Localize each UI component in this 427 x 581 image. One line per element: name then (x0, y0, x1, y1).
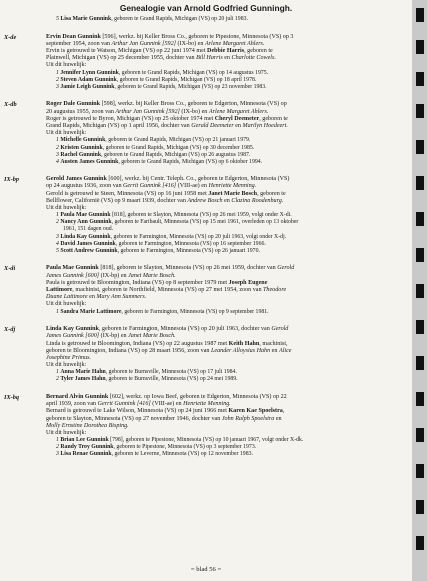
person-entry (4, 265, 406, 315)
page-header: Genealogie van Arnold Godfried Gunningh. (119, 3, 293, 13)
entry-text: en (233, 123, 243, 129)
child-name: Anna Marie Hahn (60, 369, 106, 376)
entry-text: (VIII-ae) en (176, 183, 209, 190)
child-name: Brian Lee Gunnink (60, 437, 109, 444)
entry-line (46, 355, 406, 362)
child-name: Randy Troy Gunnink (60, 444, 114, 451)
person-entry (4, 326, 406, 383)
child-item (46, 145, 406, 152)
child-item (46, 376, 406, 383)
entry-line (46, 287, 406, 294)
child-number: 5 (56, 247, 59, 254)
entry-text: Uit dit huwelijk: (46, 362, 87, 369)
binder-tab (416, 320, 424, 334)
entry-text: Uit dit huwelijk: (46, 62, 87, 69)
child-item (46, 248, 406, 255)
relative-name: Gerold (277, 265, 295, 272)
person-name: Janet Marie Bosch (208, 190, 258, 197)
relative-name: James Gunnink [600] (46, 333, 100, 340)
relative-name: Arthur Jan Gunnink [592] (115, 108, 180, 115)
entry-text: geboren te Slayton, Minnesota (VS) op 27 november 1946, dochter van (46, 415, 222, 422)
relative-name: Leander Alloysius Hahn (211, 347, 271, 354)
person-name: Bernard Alvin Gunnink (46, 394, 109, 401)
entry-line (46, 348, 406, 355)
person-name: Karen Kae Spoelstra (228, 408, 283, 415)
binder-tab (416, 212, 424, 226)
binder-tab (416, 536, 424, 550)
generation-code: X-de (4, 33, 17, 41)
entry-text: Paula is getrouwd te Bloomington, Indiana (VS) op 8 september 1979 met (46, 279, 229, 286)
relative-name: James Gunnink [600] (46, 272, 100, 279)
child-item (46, 70, 406, 77)
child-details: , geboren te Farmington, Minnesota (VS) op 20 juli 1963, volgt onder X-dj. (110, 233, 287, 240)
person-name: Gerold James Gunnink (46, 176, 107, 183)
person-name: Roger Dale Gunnink (46, 101, 101, 108)
relative-name: Gerrit Gunnink [416] (97, 401, 151, 408)
child-number: 3 (56, 83, 59, 90)
genealogy-content (4, 16, 406, 459)
binder-tab (416, 392, 424, 406)
child-name: David James Gunnink (60, 240, 116, 247)
entry-text: [600], werkz. bij Centr. Teleph. Co., geboren te Edgerton, Minnesota (VS) (106, 176, 290, 183)
child-name: Jennifer Lynn Gunnink (60, 69, 119, 76)
binder-tab (416, 104, 424, 118)
entry-line (46, 280, 406, 287)
child-name: Lisa Renae Gunnink (60, 451, 112, 458)
child-name: Paula Mae Gunnink (60, 212, 111, 219)
child-item (46, 451, 406, 458)
entry-line (46, 183, 406, 190)
person-name: Debbie Harris (207, 48, 245, 54)
entry-line (46, 109, 406, 116)
binder-tab (416, 140, 424, 154)
child-details: , geboren te Pipestone, Minnesota (VS) op 3 september 1973. (113, 444, 257, 451)
child-name: Steven Adam Gunnink (60, 76, 117, 83)
continued-children (4, 16, 406, 23)
person-entry (4, 176, 406, 255)
child-details: , geboren te Grand Rapids, Michigan (VS) op 30 december 1985. (102, 144, 255, 151)
entry-line (46, 41, 406, 48)
child-number: 1 (56, 137, 59, 144)
entry-text: (IX-bp) en (99, 333, 129, 340)
generation-code: IX-bp (4, 176, 20, 184)
child-number: 4 (56, 158, 59, 165)
entry-line (46, 55, 406, 62)
child-details: , geboren te Grand Rapids, Michigan (VS) op 14 augustus 1975. (118, 69, 269, 76)
child-name: Michelle Gunnink (60, 137, 106, 144)
entry-text: Bernard is getrouwd te Lake Wilson, Minnesota (VS) op 24 juni 1966 met (46, 408, 229, 415)
child-number: 4 (56, 240, 59, 247)
entry-line (46, 294, 406, 301)
relative-name: Mary Ann Summers. (96, 294, 147, 301)
child-item (46, 234, 406, 241)
child-item (46, 77, 406, 84)
entry-text: , machinist, (259, 340, 288, 347)
entry-text: Uit dit huwelijk: (46, 130, 87, 137)
child-details: [818], geboren te Slayton, Minnesota (VS) op 26 mei 1959, volgt onder X-di. (110, 212, 292, 219)
relative-name: Gerold (271, 326, 289, 333)
person-name: Cheryl Deemeter (214, 115, 260, 122)
entry-text: [596], werkz. bij Keller Bross Co., geboren te Pipestone, Minnesota (VS) op 3 (100, 33, 294, 40)
person-entry (4, 101, 406, 165)
person-name: Joseph Eugene (228, 279, 268, 286)
generation-code: X-dj (4, 326, 16, 334)
child-number: 2 (56, 376, 59, 383)
entry-text: op 24 augustus 1936, zoon van (46, 183, 124, 190)
relative-name: John Ralph Spoelstra (221, 415, 275, 422)
child-name: Austen James Gunnink (60, 158, 119, 165)
child-details: 1961, 151 dagen oud. (63, 226, 114, 233)
child-details: , geboren te Grand Rapids, Michigan (VS) op 26 augustus 1987. (101, 151, 251, 158)
child-name: Tyler James Hahn (60, 376, 106, 383)
relative-name: Gerrit Gunnink [416] (123, 183, 177, 190)
child-item (46, 137, 406, 144)
child-details: , geboren te Faribault, Minnesota (VS) op 15 mei 1961, overleden op 13 oktober (111, 219, 299, 226)
generation-code: X-db (4, 101, 17, 109)
relative-name: Arlene Margaret Ahlers. (204, 40, 265, 47)
entry-text: , geboren te Farmington, Minnesota (VS) op 20 juli 1963, dochter van (98, 326, 272, 333)
binder-edge (412, 0, 427, 581)
child-details: , geboren te Grand Rapids, Michigan (VS) op 21 januari 1979. (105, 137, 251, 144)
relative-name: Alice (278, 347, 292, 354)
entry-text: Grand Rapids, Michigan (VS) op 1 april 1956, dochter van (46, 123, 192, 129)
relative-name: Theodore (263, 286, 287, 293)
entry-text: (IX-bp) en (99, 272, 129, 279)
relative-name: Arlene Margaret Ahlers. (208, 108, 269, 115)
relative-name: Bill Harris (196, 55, 223, 62)
child-item (46, 152, 406, 159)
entry-line (46, 116, 406, 123)
person-entry (4, 394, 406, 459)
binder-tab (416, 464, 424, 478)
relative-name: Josephine Primus. (46, 354, 92, 361)
child-details: [798], geboren te Pipestone, Minnesota (VS) op 10 januari 1967, volgt onder X-dk. (108, 437, 304, 444)
child-item (46, 241, 406, 248)
binder-tab (416, 176, 424, 190)
person-name: Paula Mae Gunnink (46, 265, 99, 272)
child-name: Lisa Marie Gunnink (60, 16, 112, 22)
relative-name: Henriette Menning. (183, 401, 231, 408)
child-details: , geboren te Farmington, Minnesota (VS) op 16 september 1966. (115, 240, 266, 247)
binder-tab (416, 500, 424, 514)
relative-name: Marilyn Hoedeert. (242, 123, 288, 129)
entry-text: 20 augustus 1955, zoon van (46, 108, 116, 115)
entry-line (46, 301, 406, 308)
child-details: , geboren te Burnsville, Minnesota (VS) op 24 mei 1989. (105, 376, 238, 383)
child-number: 3 (56, 451, 59, 458)
child-number: 2 (56, 219, 59, 226)
relative-name: Molly Ernstine Dorothea Bisping. (46, 422, 129, 429)
child-item (46, 16, 406, 23)
entry-text: en (222, 55, 232, 62)
entry-line (46, 408, 406, 415)
child-name: Jamie Leigh Gunnink (60, 83, 115, 90)
child-item (46, 226, 406, 233)
binder-tab (416, 72, 424, 86)
entry-text: , geboren te (259, 115, 288, 122)
child-item (46, 309, 406, 316)
relative-name: Janet Marie Bosch. (128, 333, 176, 340)
entry-text: april 1939, zoon van (46, 401, 98, 408)
child-item (46, 159, 406, 166)
child-details: , geboren te Grand Rapids, Michigan (VS) op 18 april 1978. (116, 76, 257, 83)
entry-text: september 1954, zoon van (46, 40, 112, 47)
entry-text: (VIII-ae) en (150, 401, 184, 408)
binder-tab (416, 40, 424, 54)
entry-line (46, 423, 406, 430)
relative-name: Charlotte Cowels. (231, 55, 276, 62)
entry-text: [598], werkz. bij Keller Bross Co., geboren te Edgerton, Minnesota (VS) op (100, 101, 287, 108)
child-number: 1 (56, 308, 59, 315)
entry-line (46, 101, 406, 108)
entry-text: Uit dit huwelijk: (46, 430, 87, 437)
relative-name: Clazina Roodenburg. (231, 197, 284, 204)
child-number: 5 (56, 16, 59, 22)
child-name: Sandra Marie Lattimore (60, 308, 122, 315)
entry-line (46, 198, 406, 205)
person-name: Linda Kay Gunnink (46, 326, 99, 333)
entry-text: Bellflower, Californië (VS) op 9 maart 1939, dochter van (46, 197, 188, 204)
binder-tab (416, 428, 424, 442)
child-number: 2 (56, 444, 59, 451)
binder-tab (416, 8, 424, 22)
entry-text: en (222, 197, 232, 204)
relative-name: Janet Marie Bosch. (128, 272, 176, 279)
entry-text: en (274, 415, 282, 422)
entry-line (46, 273, 406, 280)
child-details: , geboren te Grand Rapids, Michigan (VS) op 20 juli 1983. (111, 16, 248, 22)
child-number: 1 (56, 369, 59, 376)
relative-name: Gerald Deemeter (191, 123, 234, 129)
entry-line (46, 123, 406, 130)
child-number: 1 (56, 437, 59, 444)
child-details: , geboren te Burnsville, Minnesota (VS) op 17 juli 1984. (105, 369, 237, 376)
child-name: Scott Andrew Gunnink (60, 247, 118, 254)
child-details: , geboren te Farmington, Minnesota (VS) op 26 januari 1970. (117, 247, 260, 254)
binder-tab (416, 248, 424, 262)
child-item (46, 84, 406, 91)
person-name: Lattimore (46, 286, 73, 293)
entry-text: Gerold is getrouwd te Steen, Minnesota (VS) op 16 juni 1958 met (46, 190, 209, 197)
entry-text: Uit dit huwelijk: (46, 301, 87, 308)
child-name: Linda Kay Gunnink (60, 233, 111, 240)
generation-code: IX-bq (4, 394, 20, 402)
generation-code: X-di (4, 265, 16, 273)
child-number: 2 (56, 76, 59, 83)
person-name: Ervin Dean Gunnink (46, 33, 101, 40)
relative-name: Duane Lattimore (46, 294, 88, 301)
entry-text: , geboren te (244, 48, 273, 54)
entry-text: (IX-bo) en (179, 108, 209, 115)
binder-tab (416, 284, 424, 298)
entry-text: , machinist, geboren te Northfield, Minnesota (VS) op 27 mei 1954, zoon van (72, 286, 264, 293)
entry-text: Uit dit huwelijk: (46, 205, 87, 212)
child-details: , geboren te Leverne, Minnesota (VS) op 12 november 1983. (111, 451, 253, 458)
entry-text: (IX-bo) en (176, 40, 205, 47)
entry-text: en (270, 347, 279, 354)
entry-line (46, 333, 406, 340)
person-entry (4, 34, 406, 91)
entry-line (46, 34, 406, 41)
child-name: Nancy Ann Gunnink (60, 219, 112, 226)
child-number: 1 (56, 212, 59, 219)
entry-text: Linda is getrouwd te Bloomington, Indiana (VS) op 22 augustus 1987 met (46, 340, 229, 347)
entry-text: Ervin is getrouwd te Watson, Michigan (VS) op 22 juni 1974 met (46, 48, 208, 54)
page-footer: = blad 56 = (190, 566, 222, 573)
entry-text: Plainwell, Michigan (VS) op 25 december 1955, dochter van (46, 55, 197, 62)
child-number: 2 (56, 144, 59, 151)
entry-text: Roger is getrouwd te Byron, Michigan (VS) op 25 oktober 1974 met (46, 115, 215, 122)
entry-text: en (87, 294, 97, 301)
entry-line (46, 62, 406, 69)
entry-text: geboren te Bloomington, Indiana (VS) op 28 maart 1956, zoon van (46, 347, 212, 354)
entry-text: [818], geboren te Slayton, Minnesota (VS) op 26 mei 1959, dochter van (98, 265, 278, 272)
child-number: 3 (56, 233, 59, 240)
entry-line (46, 416, 406, 423)
entry-text: , (282, 408, 285, 415)
relative-name: Andrew Bosch (187, 197, 223, 204)
child-item (46, 219, 406, 226)
child-details: , geboren te Grand Rapids, Michigan (VS) op 6 oktober 1994. (118, 158, 263, 165)
child-details: , geboren te Grand Rapids, Michigan (VS) op 23 november 1983. (114, 83, 267, 90)
person-name: Keith Hahn (228, 340, 260, 347)
child-number: 1 (56, 69, 59, 76)
relative-name: Henriette Menning. (208, 183, 257, 190)
entry-text: , geboren te (257, 190, 286, 197)
child-name: Rachel Gunnink (60, 151, 102, 158)
child-name: Kristen Gunnink (60, 144, 103, 151)
child-details: , geboren te Farmington, Minnesota (VS) op 9 september 1981. (121, 308, 269, 315)
entry-line (46, 265, 406, 272)
entry-line (46, 191, 406, 198)
binder-tab (416, 356, 424, 370)
entry-text: [602], werkz. op Iowa Beef, geboren te Edgerton, Minnesota (VS) op 22 (108, 394, 287, 401)
relative-name: Arthur Jan Gunnink [592] (111, 40, 176, 47)
entry-line (46, 341, 406, 348)
child-number: 3 (56, 151, 59, 158)
